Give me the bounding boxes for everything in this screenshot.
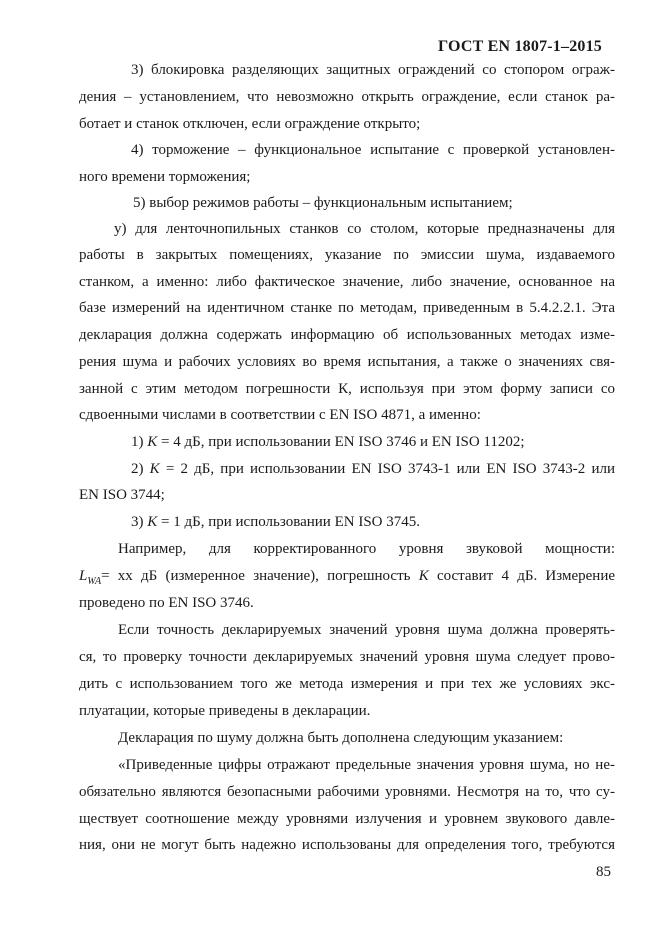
subscript-wa: WA	[87, 576, 102, 587]
text-line: 3) блокировка разделяющих защитных ограждений со стопором ограж-	[131, 62, 615, 78]
list-text: = 1 дБ, при использовании EN ISO 3745.	[157, 514, 420, 530]
list-item	[131, 460, 615, 478]
text-line: сдвоенными числами в соответствии с EN ISO 4871, а именно:	[79, 407, 481, 423]
text-line: ществует соотношение между уровнями излучения и уровнем звукового давле-	[79, 811, 615, 827]
symbol-k: K	[418, 568, 429, 584]
text-line: работы в закрытых помещениях, указание по эмиссии шума, издаваемого	[79, 247, 615, 263]
text-run: = xx дБ (измеренное значение), погрешность	[101, 568, 419, 584]
text-line: декларация должна содержать информацию об использованных методах изме-	[79, 327, 615, 343]
text-line: обязательно являются безопасными рабочими уровнями. Несмотря на то, что су-	[79, 784, 615, 800]
text-line: дения – установлением, что невозможно открыть ограждение, если станок ра-	[79, 89, 615, 105]
text-line: 5) выбор режимов работы – функциональным испытанием;	[133, 195, 513, 211]
list-item	[131, 513, 420, 531]
text-line: ся, то проверку точности декларируемых значений уровня шума следует прово-	[79, 649, 615, 665]
text-line: ного времени торможения;	[79, 169, 251, 185]
text-line: базе измерений на идентичном станке по методам, приведенным в 5.4.2.2.1. Эта	[79, 300, 615, 316]
page-number: 85	[596, 864, 611, 880]
text-line	[79, 567, 615, 591]
symbol-l: L	[79, 568, 88, 584]
list-marker: 3)	[131, 514, 148, 530]
text-line: дить с использованием того же метода измерения и при тех же условиях экс-	[79, 676, 615, 692]
text-line: Например, для корректированного уровня звуковой мощности:	[118, 541, 615, 557]
symbol-k: K	[147, 514, 158, 530]
list-marker: 2)	[131, 461, 150, 477]
text-line: 4) торможение – функциональное испытание с проверкой установлен-	[131, 142, 615, 158]
text-line: «Приведенные цифры отражают предельные значения уровня шума, но не-	[118, 757, 615, 773]
text-run: составит 4 дБ. Измерение	[428, 568, 615, 584]
text-line: у) для ленточнопильных станков со столом, которые предназначены для	[114, 221, 615, 237]
text-line: занной с этим методом погрешности К, используя при этом форму записи со	[79, 381, 615, 397]
text-line: станком, а именно: либо фактическое значение, либо значение, основанное на	[79, 274, 615, 290]
text-line: EN ISO 3744;	[79, 487, 165, 503]
text-line: рения шума и рабочих условиях во время испытания, а также о значениях свя-	[79, 354, 615, 370]
standard-designation: ГОСТ EN 1807-1–2015	[438, 38, 603, 55]
symbol-k: K	[147, 434, 158, 450]
symbol-k: K	[149, 461, 160, 477]
list-item	[131, 433, 525, 451]
text-line: ния, они не могут быть надежно использованы для определения того, требуются	[79, 837, 615, 853]
text-line: Если точность декларируемых значений уровня шума должна проверять-	[118, 622, 615, 638]
list-text: = 4 дБ, при использовании EN ISO 3746 и EN ISO 11202;	[157, 434, 525, 450]
text-line: плуатации, которые приведены в декларации.	[79, 703, 371, 719]
list-marker: 1)	[131, 434, 148, 450]
text-line: проведено по EN ISO 3746.	[79, 595, 254, 611]
list-text: = 2 дБ, при использовании EN ISO 3743-1 или EN ISO 3743-2 или	[159, 461, 616, 477]
text-line: Декларация по шуму должна быть дополнена следующим указанием:	[118, 730, 564, 746]
text-line: ботает и станок отключен, если ограждение открыто;	[79, 116, 421, 132]
